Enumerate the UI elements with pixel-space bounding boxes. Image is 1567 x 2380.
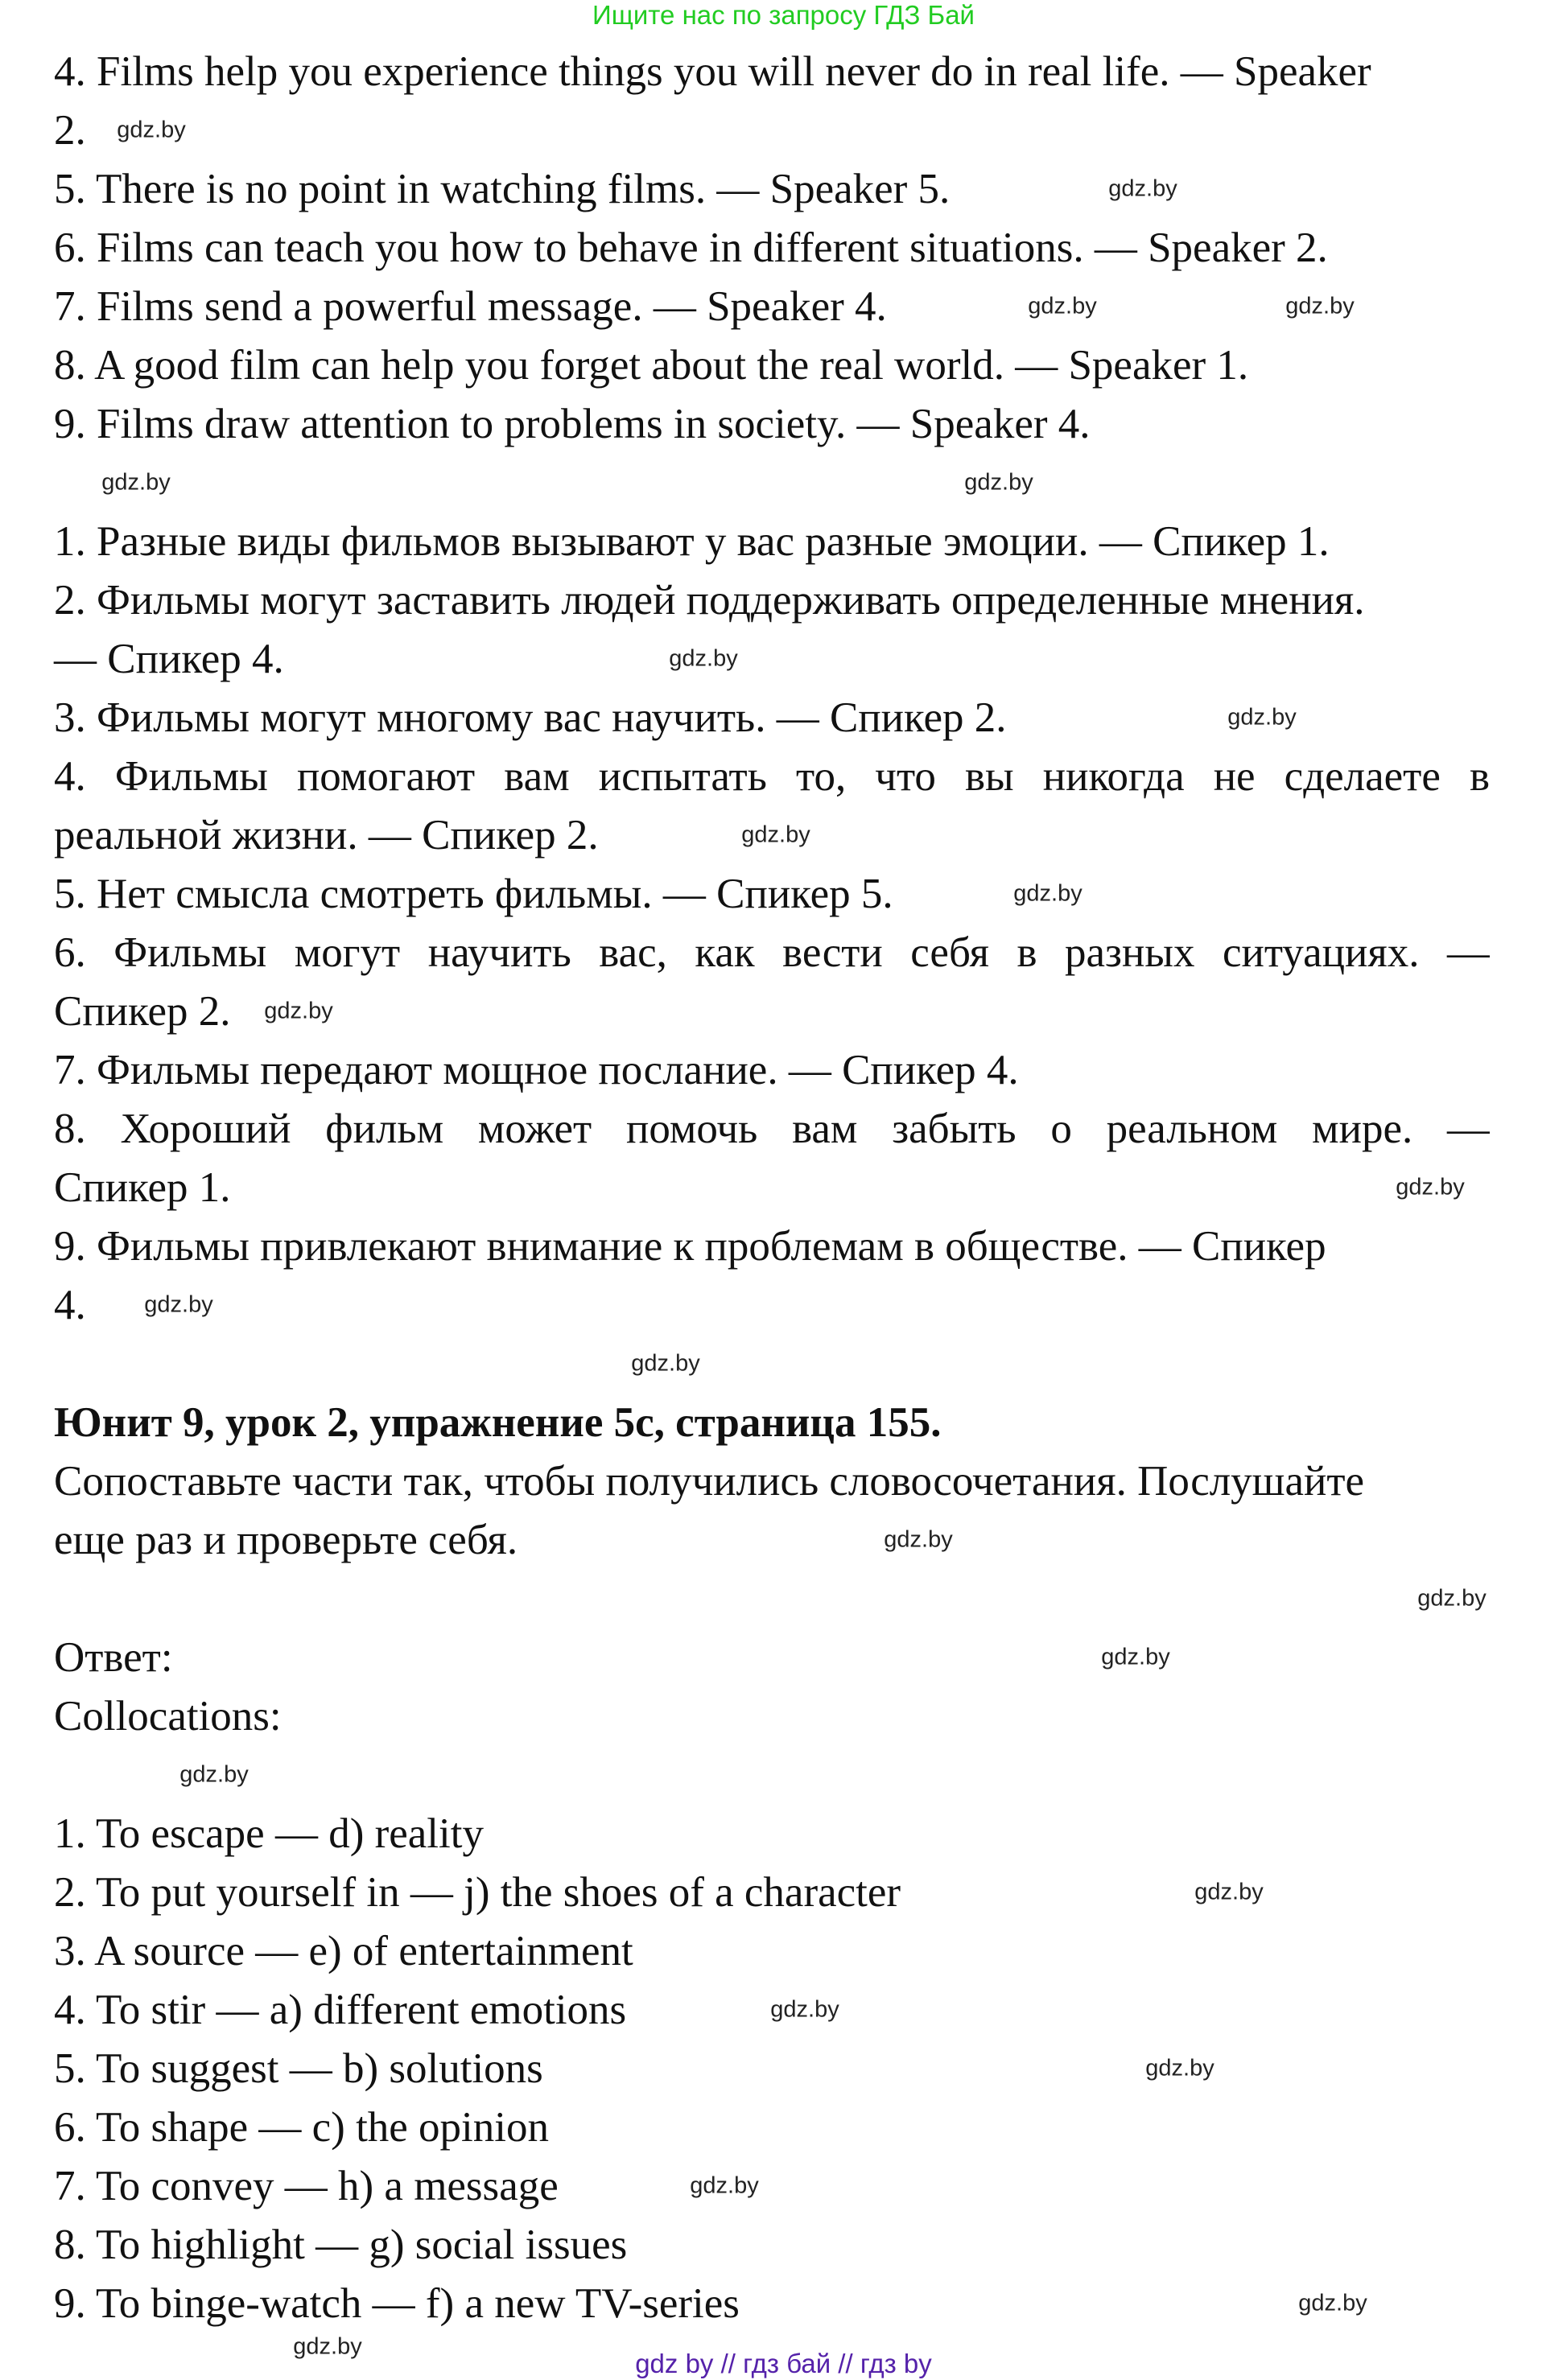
collocations-label: Collocations:	[54, 1693, 282, 1740]
text-line: 9. Films draw attention to problems in society. — Speaker 4.	[54, 401, 1091, 447]
watermark: gdz.by	[264, 998, 333, 1024]
footer-links: gdz by // гдз бай // гдз by	[635, 2349, 932, 2378]
collocation-item: 1. To escape — d) reality	[54, 1810, 484, 1857]
text-line: 7. Films send a powerful message. — Speaker 4.	[54, 283, 887, 330]
text-line: Спикер 1.	[54, 1164, 231, 1211]
watermark: gdz.by	[1227, 704, 1297, 731]
text-line: 6. Films can teach you how to behave in different situations. — Speaker 2.	[54, 224, 1328, 271]
collocation-item: 3. A source — e) of entertainment	[54, 1928, 633, 1974]
watermark: gdz.by	[1145, 2055, 1214, 2081]
watermark: gdz.by	[884, 1526, 953, 1553]
watermark: gdz.by	[770, 1996, 839, 2023]
text-line: 5. There is no point in watching films. — Speaker 5.	[54, 166, 951, 212]
exercise-heading: Юнит 9, урок 2, упражнение 5с, страница 155.	[54, 1399, 942, 1446]
watermark: gdz.by	[1285, 293, 1355, 319]
text-line: 4. Films help you experience things you will never do in real life. — Speaker	[54, 48, 1371, 95]
watermark: gdz.by	[1417, 1585, 1487, 1612]
text-line: 2. Фильмы могут заставить людей поддерживать определенные мнения.	[54, 577, 1365, 624]
text-line: 6. Фильмы могут научить вас, как вести себя в разных ситуациях. —	[54, 929, 1490, 976]
text-line: — Спикер 4.	[54, 636, 284, 682]
text-line: 3. Фильмы могут многому вас научить. — Спикер 2.	[54, 694, 1007, 741]
watermark: gdz.by	[1013, 880, 1082, 907]
watermark: gdz.by	[1101, 1644, 1170, 1670]
answer-label: Ответ:	[54, 1634, 173, 1681]
document-body	[54, 43, 1490, 2333]
collocation-item: 6. To shape — c) the opinion	[54, 2104, 550, 2151]
spacer	[54, 1746, 1490, 1805]
watermark: gdz.by	[1396, 1174, 1465, 1200]
text-line: 5. Нет смысла смотреть фильмы. — Спикер 5.	[54, 871, 893, 917]
spacer	[54, 1570, 1490, 1629]
text-line: 4. Фильмы помогают вам испытать то, что вы никогда не сделаете в	[54, 753, 1490, 800]
watermark: gdz.by	[1108, 175, 1177, 202]
text-line: 1. Разные виды фильмов вызывают у вас разные эмоции. — Спикер 1.	[54, 518, 1330, 565]
watermark: gdz.by	[144, 1291, 213, 1318]
text-line: 9. Фильмы привлекают внимание к проблемам в обществе. — Спикер	[54, 1223, 1326, 1270]
text-line: 8. Хороший фильм может помочь вам забыть о реальном мире. —	[54, 1106, 1490, 1152]
text-line: 7. Фильмы передают мощное послание. — Спикер 4.	[54, 1047, 1019, 1093]
watermark: gdz.by	[1194, 1879, 1264, 1905]
watermark: gdz.by	[669, 645, 738, 672]
collocation-item: 4. To stir — a) different emotions	[54, 1987, 627, 2033]
watermark: gdz.by	[1298, 2290, 1367, 2316]
watermark: gdz.by	[101, 469, 171, 496]
spacer	[54, 1335, 1490, 1394]
collocation-item: 5. To suggest — b) solutions	[54, 2045, 543, 2092]
collocation-item: 2. To put yourself in — j) the shoes of a character	[54, 1869, 901, 1916]
watermark: gdz.by	[631, 1350, 700, 1377]
collocation-item: 8. To highlight — g) social issues	[54, 2221, 628, 2268]
spacer	[54, 454, 1490, 513]
watermark: gdz.by	[117, 117, 186, 143]
watermark: gdz.by	[293, 2333, 362, 2360]
instruction-line: еще раз и проверьте себя.	[54, 1517, 518, 1563]
text-line: 8. A good film can help you forget about the real world. — Speaker 1.	[54, 342, 1249, 389]
watermark: gdz.by	[1028, 293, 1097, 319]
watermark: gdz.by	[179, 1761, 249, 1788]
text-line: реальной жизни. — Спикер 2.	[54, 812, 599, 859]
text-line: 2.	[54, 107, 86, 154]
watermark: gdz.by	[964, 469, 1033, 496]
collocation-item: 7. To convey — h) a message	[54, 2163, 559, 2209]
text-line: Спикер 2.	[54, 988, 231, 1035]
instruction-line: Сопоставьте части так, чтобы получились словосочетания. Послушайте	[54, 1458, 1365, 1505]
collocation-item: 9. To binge-watch — f) a new TV-series	[54, 2280, 740, 2327]
watermark: gdz.by	[690, 2172, 759, 2199]
watermark: gdz.by	[741, 821, 810, 848]
text-line: 4.	[54, 1282, 86, 1328]
search-banner: Ищите нас по запросу ГДЗ Бай	[592, 0, 975, 30]
